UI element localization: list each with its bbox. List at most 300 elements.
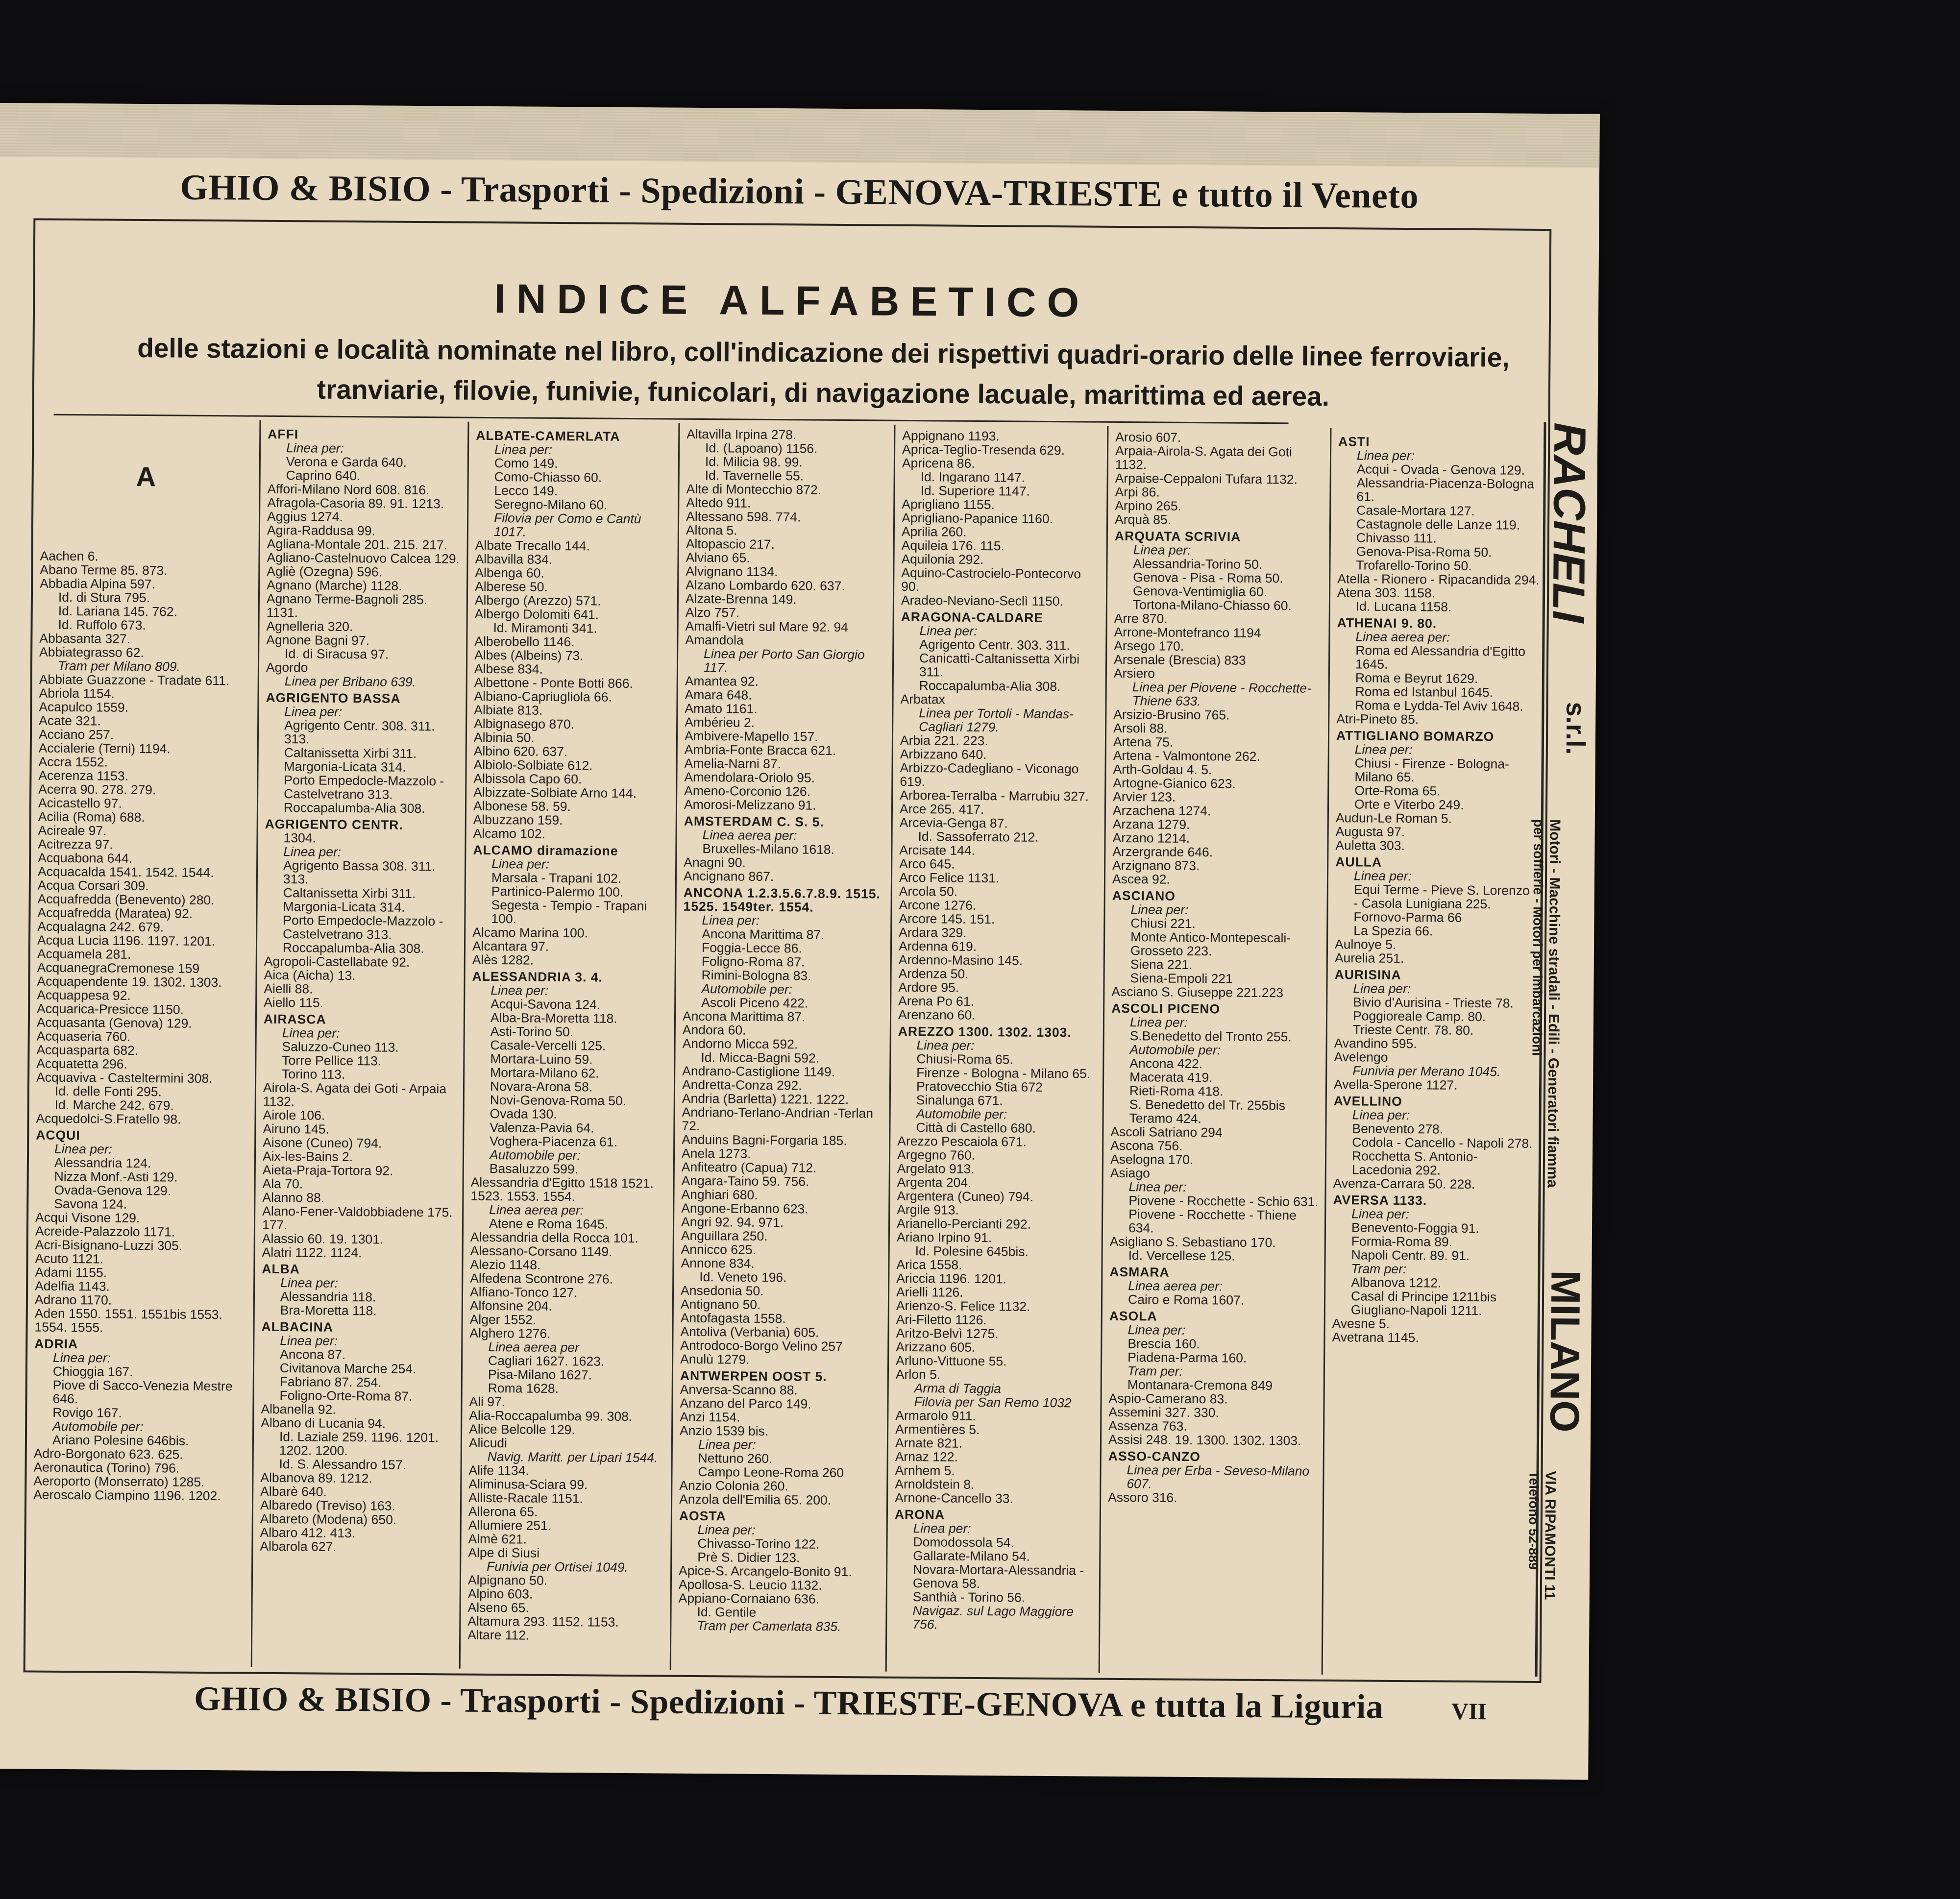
index-subentry: Id. Miramonti 341. bbox=[493, 620, 597, 636]
page-edges bbox=[0, 103, 1600, 168]
index-entry: Arzano 1214. bbox=[1112, 830, 1190, 846]
index-route-label: Linea per: bbox=[1129, 1015, 1188, 1030]
index-entry: Anagni 90. bbox=[684, 854, 746, 870]
index-entry: Arbizzo-Cadegliano - Viconago 619. bbox=[900, 760, 1079, 789]
index-entry: Abbasanta 327. bbox=[39, 631, 131, 646]
index-entry: Avesne 5. bbox=[1332, 1316, 1390, 1331]
index-route-label: Linea per Porto San Giorgio 117. bbox=[703, 646, 865, 675]
index-entry: Arsego 170. bbox=[1114, 638, 1184, 654]
index-subentry: Fornovo-Parma 66 bbox=[1353, 909, 1462, 925]
index-heading: ASTI bbox=[1338, 434, 1370, 449]
index-route-label: Linea per: bbox=[697, 1522, 756, 1537]
index-subentry: Equi Terme - Pieve S. Lorenzo - Casola Lunigiana 225. bbox=[1353, 882, 1530, 912]
index-route-label: Navigaz. sul Lago Maggiore 756. bbox=[912, 1603, 1074, 1632]
index-entry: Albareto (Modena) 650. bbox=[260, 1511, 397, 1527]
index-entry: Ardara 329. bbox=[899, 925, 967, 940]
index-subentry: Canicattì-Caltanissetta Xirbi 311. bbox=[919, 651, 1080, 680]
index-entry: Arnate 821. bbox=[895, 1435, 963, 1451]
index-entry: Arsizio-Brusino 765. bbox=[1113, 706, 1230, 723]
index-entry: Ansedonia 50. bbox=[681, 1283, 764, 1298]
index-route-label: Funivia per Ortisei 1049. bbox=[487, 1559, 628, 1575]
advert-line-2: per soffierie - Motori per imbarcazioni bbox=[1529, 819, 1546, 1056]
index-entry: Arsenale (Brescia) 833 bbox=[1114, 652, 1246, 668]
index-route-label: Linea per: bbox=[1352, 1107, 1410, 1123]
index-entry: Acqui Visone 129. bbox=[35, 1210, 140, 1226]
index-subentry: Agrigento Centr. 308. 311. 313. bbox=[284, 718, 435, 747]
index-entry: Argentera (Cuneo) 794. bbox=[897, 1188, 1033, 1204]
advert-city: MILANO bbox=[1542, 1270, 1589, 1433]
index-entry: Auletta 303. bbox=[1335, 838, 1405, 853]
index-entry: Alcantara 97. bbox=[472, 938, 549, 954]
index-subentry: Genova - Pisa - Roma 50. bbox=[1133, 570, 1283, 586]
index-entry: Anulù 1279. bbox=[680, 1351, 750, 1367]
index-entry: Albanova 89. 1212. bbox=[260, 1470, 372, 1486]
index-entry: Andrano-Castiglione 1149. bbox=[682, 1063, 835, 1079]
index-entry: Albino 620. 637. bbox=[473, 743, 568, 759]
index-route-label: Linea per Bribano 639. bbox=[284, 674, 416, 689]
index-entry: Arborea-Terralba - Marrubiu 327. bbox=[900, 787, 1089, 804]
index-entry: Artogne-Gianico 623. bbox=[1113, 775, 1236, 791]
index-heading: ARQUATA SCRIVIA bbox=[1114, 528, 1241, 544]
index-entry: Airuno 145. bbox=[263, 1121, 330, 1137]
index-entry: Asciano S. Giuseppe 221.223 bbox=[1111, 984, 1284, 1000]
index-entry: Anzano del Parco 149. bbox=[680, 1395, 811, 1412]
index-heading: ALESSANDRIA 3. 4. bbox=[472, 969, 603, 985]
index-subentry: Tortona-Milano-Chiasso 60. bbox=[1132, 597, 1292, 613]
index-entry: Alseno 65. bbox=[467, 1600, 529, 1615]
index-entry: Adro-Borgonato 623. 625. bbox=[33, 1446, 183, 1462]
index-route-label: Arma di Taggia bbox=[914, 1381, 1002, 1396]
index-subentry: Città di Castello 680. bbox=[916, 1120, 1036, 1136]
index-subentry: Trofarello-Torino 50. bbox=[1356, 558, 1472, 573]
index-entry: Altavilla Irpina 278. bbox=[686, 426, 797, 442]
index-entry: Aprigliano 1155. bbox=[902, 496, 995, 512]
index-entry: Antoliva (Verbania) 605. bbox=[680, 1324, 819, 1340]
index-entry: Acquaviva - Casteltermini 308. bbox=[36, 1070, 213, 1086]
advert-brand: RACHELI bbox=[1543, 422, 1595, 623]
index-entry: Argelato 913. bbox=[897, 1161, 975, 1176]
index-entry: Anzola dell'Emilia 65. 200. bbox=[679, 1491, 832, 1508]
index-subentry: Sinalunga 671. bbox=[916, 1093, 1003, 1108]
index-entry: Albergo Dolomiti 641. bbox=[474, 606, 599, 622]
index-subentry: Basaluzzo 599. bbox=[489, 1161, 579, 1177]
index-subentry: Foligno-Orte-Roma 87. bbox=[279, 1388, 413, 1404]
index-heading: AVELLINO bbox=[1333, 1094, 1402, 1109]
index-route-label: Linea per: bbox=[280, 1333, 338, 1348]
index-entry: Argenta 204. bbox=[897, 1174, 972, 1190]
index-entry: Arco 645. bbox=[899, 856, 955, 872]
index-entry: Alberobello 1146. bbox=[474, 633, 575, 650]
index-entry: Aggius 1274. bbox=[267, 509, 343, 524]
index-entry: Arre 870. bbox=[1114, 610, 1168, 626]
index-subentry: Caltanissetta Xirbi 311. bbox=[284, 745, 417, 761]
index-subentry: Piovene - Rocchette - Thiene 634. bbox=[1128, 1207, 1297, 1236]
index-entry: Arquà 85. bbox=[1115, 511, 1172, 527]
index-entry: Apricena 86. bbox=[902, 455, 975, 471]
index-entry: Asiago bbox=[1110, 1165, 1150, 1181]
index-entry: Arbia 221. 223. bbox=[900, 732, 988, 749]
index-entry: Arica 1558. bbox=[896, 1257, 962, 1272]
index-entry: Alès 1282. bbox=[472, 952, 534, 968]
index-entry: Arienzo-S. Felice 1132. bbox=[896, 1298, 1030, 1314]
index-heading: AURISINA bbox=[1334, 967, 1401, 983]
index-entry: Arlon 5. bbox=[895, 1366, 941, 1382]
index-entry: Andorno Micca 592. bbox=[682, 1036, 798, 1052]
index-entry: Altedo 911. bbox=[686, 495, 751, 511]
index-entry: Arpino 265. bbox=[1115, 498, 1181, 513]
index-entry: Albuzzano 159. bbox=[473, 812, 563, 828]
index-entry: Anzio 1539 bis. bbox=[680, 1423, 769, 1439]
banner-bottom: GHIO & BISIO - Trasporti - Spedizioni - TRIESTE-GENOVA e tutta la Liguria bbox=[194, 1680, 1384, 1726]
index-entry: Alice Belcolle 129. bbox=[469, 1421, 575, 1437]
index-entry: Alezio 1148. bbox=[470, 1257, 541, 1272]
index-entry: Alpe di Siusi bbox=[468, 1545, 540, 1560]
index-entry: Albano di Lucania 94. bbox=[261, 1415, 386, 1431]
index-subentry: Acqui - Ovada - Genova 129. bbox=[1356, 462, 1525, 478]
index-entry: Arluno-Vittuone 55. bbox=[896, 1353, 1007, 1369]
index-subentry: Ovada 130. bbox=[490, 1106, 557, 1121]
index-entry: Acreide-Palazzolo 1171. bbox=[35, 1223, 175, 1240]
racheli-advert bbox=[1526, 422, 1595, 1677]
index-entry: Aliminusa-Sciara 99. bbox=[468, 1476, 588, 1492]
index-entry: Albiate 813. bbox=[474, 702, 543, 718]
index-subentry: Bruxelles-Milano 1618. bbox=[702, 841, 835, 857]
index-entry: Agnano (Marche) 1128. bbox=[267, 577, 402, 593]
index-entry: Ardenza 50. bbox=[898, 966, 969, 981]
index-column-2 bbox=[251, 420, 468, 1669]
index-entry: Acquasparta 682. bbox=[36, 1042, 139, 1058]
index-route-label: Filovia per Como e Cantù 1017. bbox=[493, 511, 641, 539]
index-entry: Alfiano-Tonco 127. bbox=[469, 1284, 578, 1300]
index-entry: Aica (Aicha) 13. bbox=[264, 967, 356, 983]
index-entry: Albonese 58. 59. bbox=[473, 798, 571, 814]
index-entry: Albes (Albeins) 73. bbox=[474, 647, 584, 663]
index-subentry: Napoli Centr. 89. 91. bbox=[1351, 1247, 1470, 1263]
advert-line-1: Motori - Macchine stradali - Edili - Generatori fiamma bbox=[1544, 819, 1563, 1188]
index-entry: Aritzo-Belvì 1275. bbox=[896, 1325, 999, 1341]
index-route-label: Tram per: bbox=[1127, 1363, 1183, 1379]
index-entry: Ascona 756. bbox=[1110, 1138, 1183, 1153]
index-subentry: Roma ed Alessandria d'Egitto 1645. bbox=[1355, 643, 1526, 672]
index-entry: Agnelleria 320. bbox=[266, 618, 353, 634]
index-entry: Arrone-Montefranco 1194 bbox=[1114, 624, 1261, 640]
index-entry: Arzana 1279. bbox=[1112, 816, 1190, 832]
index-route-label: Linea per: bbox=[1353, 868, 1412, 884]
index-entry: Arosio 607. bbox=[1115, 429, 1181, 445]
index-subentry: Como-Chiasso 60. bbox=[494, 469, 602, 485]
index-entry: Acqualagna 242. 679. bbox=[37, 919, 164, 935]
index-heading: ARAGONA-CALDARE bbox=[901, 609, 1044, 625]
index-heading: ANTWERPEN OOST 5. bbox=[680, 1368, 827, 1384]
index-entry: Altamura 293. 1152. 1153. bbox=[467, 1613, 619, 1630]
index-subentry: S.Benedetto del Tronto 255. bbox=[1129, 1028, 1292, 1045]
index-entry: Angri 92. 94. 971. bbox=[681, 1214, 784, 1230]
index-subentry: Ancona Marittima 87. bbox=[702, 926, 825, 942]
index-route-label: Linea per: bbox=[1354, 742, 1413, 757]
index-subentry: Campo Leone-Roma 260 bbox=[698, 1464, 844, 1481]
index-entry: Abano Terme 85. 873. bbox=[40, 562, 168, 578]
index-entry: Ancignano 867. bbox=[683, 868, 774, 884]
index-route-label: Linea per: bbox=[913, 1521, 971, 1536]
index-entry: Amendolara-Oriolo 95. bbox=[684, 769, 815, 785]
index-entry: Andria (Barletta) 1221. 1222. bbox=[682, 1091, 849, 1107]
index-entry: Ambérieu 2. bbox=[685, 714, 755, 730]
index-heading: ADRIA bbox=[34, 1336, 78, 1352]
index-subentry: Id. Ruffolo 673. bbox=[58, 617, 146, 633]
index-entry: Anghiari 680. bbox=[681, 1187, 758, 1202]
index-entry: Acquappesa 92. bbox=[37, 987, 131, 1003]
index-subentry: Mortara-Luino 59. bbox=[490, 1051, 593, 1067]
index-entry: Aulnoye 5. bbox=[1334, 937, 1396, 952]
index-subentry: Genova-Pisa-Roma 50. bbox=[1356, 544, 1492, 560]
index-entry: Albaredo (Treviso) 163. bbox=[260, 1497, 396, 1513]
index-entry: Aisone (Cuneo) 794. bbox=[263, 1135, 382, 1151]
index-entry: Arth-Goldau 4. 5. bbox=[1113, 761, 1212, 778]
index-route-label: Linea aerea per: bbox=[1355, 629, 1450, 645]
index-subentry: Ancona 87. bbox=[280, 1347, 346, 1362]
index-entry: Alanno 88. bbox=[262, 1190, 325, 1205]
index-subentry: Asti-Torino 50. bbox=[490, 1024, 574, 1040]
index-route-label: Linea per: bbox=[1127, 1322, 1186, 1338]
index-subentry: Savona 124. bbox=[54, 1196, 127, 1212]
index-entry: Aieta-Praja-Tortora 92. bbox=[262, 1162, 393, 1178]
index-entry: Amara 648. bbox=[685, 687, 752, 703]
index-entry: Aurelia 251. bbox=[1334, 950, 1404, 966]
index-subentry: Albanova 1212. bbox=[1351, 1275, 1442, 1290]
index-entry: Avella-Sperone 1127. bbox=[1333, 1077, 1458, 1093]
index-entry: Albizzate-Solbiate Arno 144. bbox=[473, 784, 637, 801]
index-subentry: Id. Sassoferrato 212. bbox=[918, 829, 1039, 845]
index-subentry: Partinico-Palermo 100. bbox=[491, 884, 624, 900]
index-subentry: Saluzzo-Cuneo 113. bbox=[282, 1039, 399, 1055]
index-entry: Anguillara 250. bbox=[681, 1228, 768, 1243]
index-entry: Annicco 625. bbox=[681, 1242, 757, 1257]
index-entry: Arcevia-Genga 87. bbox=[899, 815, 1008, 831]
index-subentry: Cairo e Roma 1607. bbox=[1127, 1292, 1245, 1308]
index-subtitle: delle stazioni e località nominate nel libro, coll'indicazione dei rispettivi quadri-orario delle linee ferroviarie, tranviarie, filovie, funivie, funicolari, di navigazione lacuale, marittima ed aerea. bbox=[137, 332, 1510, 412]
index-subentry: Casal di Principe 1211bis bbox=[1350, 1289, 1497, 1305]
index-entry: Asigliano S. Sebastiano 170. bbox=[1109, 1234, 1276, 1250]
index-subentry: Mortara-Milano 62. bbox=[490, 1065, 599, 1081]
index-subentry: Macerata 419. bbox=[1129, 1070, 1213, 1085]
index-entry: Allumiere 251. bbox=[468, 1517, 552, 1533]
index-entry: Aprilia 260. bbox=[901, 524, 967, 539]
index-entry: Aquino-Castrocielo-Pontecorvo 90. bbox=[901, 565, 1081, 594]
index-entry: Aprica-Teglio-Tresenda 629. bbox=[902, 441, 1065, 458]
index-entry: Atri-Pineto 85. bbox=[1336, 711, 1419, 727]
index-entry: Acquaseria 760. bbox=[36, 1028, 131, 1044]
index-subentry: Voghera-Piacenza 61. bbox=[490, 1134, 618, 1149]
index-entry: Aquileia 176. 115. bbox=[901, 537, 1005, 554]
index-entry: Albenga 60. bbox=[475, 565, 544, 581]
index-column-7 bbox=[1322, 428, 1546, 1676]
index-subentry: Casale-Vercelli 125. bbox=[490, 1038, 606, 1053]
index-entry: Abbiategrasso 62. bbox=[39, 644, 144, 660]
index-heading: ATTIGLIANO BOMARZO bbox=[1336, 728, 1494, 744]
index-route-label: Tram per Camerlata 835. bbox=[697, 1618, 841, 1634]
index-subentry: Piovene - Rocchette - Schio 631. bbox=[1128, 1193, 1319, 1209]
index-entry: Alte di Montecchio 872. bbox=[686, 481, 822, 497]
index-entry: Anversa-Scanno 88. bbox=[680, 1382, 798, 1398]
index-route-label: Linea per Piovene - Rocchette-Thiene 633. bbox=[1132, 680, 1312, 709]
index-heading: ACQUI bbox=[36, 1127, 80, 1143]
index-subentry: Chiusi-Roma 65. bbox=[916, 1051, 1013, 1067]
index-entry: Andora 60. bbox=[682, 1022, 746, 1038]
index-subentry: Id. Marche 242. 679. bbox=[54, 1097, 174, 1113]
index-entry: Accialerie (Terni) 1194. bbox=[38, 740, 171, 756]
index-heading: ASSO-CANZO bbox=[1108, 1448, 1201, 1464]
index-subentry: Valenza-Pavia 64. bbox=[490, 1120, 594, 1136]
index-entry: Ascoli Satriano 294 bbox=[1110, 1124, 1223, 1140]
index-heading: AGRIGENTO CENTR. bbox=[265, 816, 403, 832]
index-subentry: Trieste Centr. 78. 80. bbox=[1352, 1022, 1474, 1038]
index-entry: Aselogna 170. bbox=[1110, 1151, 1194, 1168]
index-subentry: Pisa-Milano 1627. bbox=[488, 1367, 592, 1383]
index-entry: Abbiate Guazzone - Tradate 611. bbox=[39, 672, 230, 688]
index-entry: Alassio 60. 19. 1301. bbox=[262, 1231, 384, 1247]
index-heading: ALCAMO diramazione bbox=[473, 842, 618, 858]
index-entry: Arizzano 605. bbox=[896, 1339, 976, 1355]
index-entry: Aeronautica (Torino) 796. bbox=[33, 1460, 180, 1476]
index-subentry: Domodossola 54. bbox=[913, 1534, 1014, 1550]
index-entry: Acqua Lucia 1196. 1197. 1201. bbox=[37, 932, 216, 949]
index-subentry: Siena 221. bbox=[1130, 957, 1193, 973]
index-subentry: Ovada-Genova 129. bbox=[54, 1182, 172, 1198]
index-route-label: Linea aerea per: bbox=[489, 1202, 584, 1218]
index-entry: Arco Felice 1131. bbox=[899, 870, 1000, 886]
index-subentry: Id. Ingarano 1147. bbox=[920, 469, 1025, 485]
index-entry: Alessandria della Rocca 101. bbox=[470, 1229, 639, 1246]
index-entry: Albettone - Ponte Botti 866. bbox=[474, 675, 633, 691]
index-entry: Agnone Bagni 97. bbox=[266, 632, 370, 648]
index-subentry: Piadena-Parma 160. bbox=[1127, 1350, 1247, 1365]
index-subentry: Alessandria-Piacenza-Bologna 61. bbox=[1356, 475, 1535, 504]
index-route-label: Linea per: bbox=[53, 1350, 111, 1365]
index-route-label: Linea per: bbox=[702, 913, 760, 928]
index-entry: Anfiteatro (Capua) 712. bbox=[681, 1159, 817, 1175]
index-entry: Arcore 145. 151. bbox=[899, 911, 995, 927]
index-entry: Antofagasta 1558. bbox=[680, 1310, 786, 1326]
index-subentry: Torino 113. bbox=[282, 1067, 345, 1082]
index-entry: Agliè (Ozegna) 596. bbox=[267, 563, 383, 580]
index-route-label: Linea aerea per bbox=[488, 1339, 580, 1355]
index-subentry: Chiusi 221. bbox=[1130, 916, 1196, 931]
index-column-1 bbox=[25, 419, 260, 1667]
index-subentry: Chiusi - Firenze - Bologna-Milano 65. bbox=[1354, 755, 1509, 785]
index-entry: Assisi 248. 19. 1300. 1302. 1303. bbox=[1108, 1432, 1301, 1448]
index-subentry: Prè S. Didier 123. bbox=[697, 1550, 800, 1565]
index-subentry: Chioggia 167. bbox=[52, 1363, 133, 1379]
index-subentry: Torre Pellice 113. bbox=[282, 1053, 382, 1069]
index-entry: Alessandria d'Egitto 1518 1521. 1523. 1553. 1554. bbox=[470, 1174, 654, 1204]
index-subentry: Margonia-Licata 314. bbox=[284, 759, 406, 775]
index-subentry: Verona e Garda 640. bbox=[286, 454, 407, 470]
index-subentry: Bra-Moretta 118. bbox=[280, 1303, 377, 1318]
index-subentry: Castagnole delle Lanze 119. bbox=[1356, 516, 1520, 533]
index-subentry: Id. di Stura 795. bbox=[58, 589, 150, 606]
index-entry: Altopascio 217. bbox=[686, 536, 775, 552]
index-entry: Acquamela 281. bbox=[37, 946, 131, 962]
index-entry: Albaro 412. 413. bbox=[260, 1525, 356, 1541]
index-entry: Altona 5. bbox=[686, 522, 737, 538]
index-subentry: Id. Gentile bbox=[697, 1605, 757, 1620]
index-route-label: Automobile per: bbox=[701, 981, 793, 997]
index-subentry: Bivio d'Aurisina - Trieste 78. bbox=[1353, 995, 1514, 1011]
index-entry: Agira-Raddusa 99. bbox=[267, 522, 375, 538]
index-entry: Andretta-Conza 292. bbox=[682, 1077, 802, 1093]
advert-address: VIA RIPAMONTI 11 bbox=[1541, 1471, 1559, 1600]
index-subentry: Roccapalumba-Alia 308. bbox=[283, 800, 425, 816]
index-route-label: Linea per: bbox=[919, 623, 978, 638]
index-entry: Acqua Corsari 309. bbox=[37, 877, 149, 894]
index-entry: Acitrezza 97. bbox=[38, 836, 113, 852]
index-entry: Arianello-Percianti 292. bbox=[896, 1216, 1031, 1232]
index-subentry: Siena-Empoli 221 bbox=[1130, 971, 1233, 986]
index-entry: Avenza-Carrara 50. 228. bbox=[1333, 1176, 1475, 1192]
index-entry: Anzio Colonia 260. bbox=[679, 1478, 788, 1494]
index-subentry: Rimini-Bologna 83. bbox=[701, 968, 811, 983]
index-route-label: Automobile per: bbox=[52, 1418, 144, 1435]
index-heading: AGRIGENTO BASSA bbox=[266, 690, 401, 706]
index-entry: Arnone-Cancello 33. bbox=[895, 1490, 1013, 1506]
index-entry: Arezzo Pescaiola 671. bbox=[897, 1133, 1027, 1149]
index-entry: Atena 303. 1158. bbox=[1337, 585, 1436, 601]
index-route-label: Linea per: bbox=[283, 844, 342, 859]
index-entry: Allerona 65. bbox=[468, 1504, 538, 1519]
index-entry: Accra 1552. bbox=[38, 754, 108, 770]
index-subentry: Porto Empedocle-Mazzolo - Castelvetrano 313. bbox=[284, 773, 444, 802]
index-subentry: Piove di Sacco-Venezia Mestre 646. bbox=[52, 1377, 233, 1407]
index-entry: Acicastello 97. bbox=[38, 795, 122, 811]
index-entry: Alatri 1122. 1124. bbox=[262, 1244, 362, 1261]
index-entry: Albinia 50. bbox=[473, 730, 535, 745]
index-entry: Amato 1161. bbox=[685, 701, 758, 716]
index-subentry: Alba-Bra-Moretta 118. bbox=[490, 1010, 617, 1026]
index-entry: Albiano-Capriugliola 66. bbox=[474, 688, 612, 705]
index-subentry: Teramo 424. bbox=[1129, 1111, 1202, 1126]
index-entry: Aradeo-Neviano-Seclì 1150. bbox=[901, 592, 1064, 609]
index-heading: ANCONA 1.2.3.5.6.7.8.9. 1515. 1525. 1549ter. 1554. bbox=[683, 885, 881, 915]
index-route-label: Funivia per Merano 1045. bbox=[1352, 1063, 1501, 1079]
index-route-label: Linea per: bbox=[1351, 1206, 1410, 1222]
index-subentry: Roma ed Istanbul 1645. bbox=[1355, 684, 1494, 700]
index-heading: AMSTERDAM C. S. 5. bbox=[684, 813, 824, 829]
index-subentry: Id. Lucana 1158. bbox=[1355, 599, 1452, 614]
index-entry: Ari-Filetto 1126. bbox=[896, 1312, 987, 1328]
index-subentry: Benevento-Foggia 91. bbox=[1351, 1220, 1479, 1236]
index-entry: Alvignano 1134. bbox=[686, 563, 778, 580]
index-entry: Audun-Le Roman 5. bbox=[1335, 810, 1452, 826]
index-entry: Ancona Marittima 87. bbox=[682, 1008, 806, 1024]
index-entry: Arzachena 1274. bbox=[1112, 803, 1211, 819]
index-entry: Alpignano 50. bbox=[467, 1572, 548, 1588]
index-entry: Albese 834. bbox=[474, 661, 543, 677]
index-subentry: Civitanova Marche 254. bbox=[279, 1361, 416, 1376]
index-entry: Acapulco 1559. bbox=[39, 699, 129, 715]
index-entry: Angara-Taino 59. 756. bbox=[681, 1173, 809, 1189]
index-entry: Arpaia-Airola-S. Agata dei Goti 1132. bbox=[1115, 443, 1293, 472]
index-entry: Alghero 1276. bbox=[469, 1325, 551, 1341]
index-entry: Antignano 50. bbox=[680, 1296, 761, 1312]
index-entry: Anzi 1154. bbox=[680, 1409, 740, 1425]
index-entry: Arielli 1126. bbox=[896, 1284, 963, 1300]
index-entry: Adami 1155. bbox=[35, 1265, 107, 1280]
index-subentry: Agrigento Centr. 303. 311. bbox=[919, 637, 1070, 653]
index-entry: Armarolo 911. bbox=[895, 1408, 976, 1423]
index-entry: Amantea 92. bbox=[685, 673, 759, 689]
index-entry: Arcone 1276. bbox=[899, 897, 977, 913]
index-subentry: Orte-Roma 65. bbox=[1354, 783, 1441, 799]
